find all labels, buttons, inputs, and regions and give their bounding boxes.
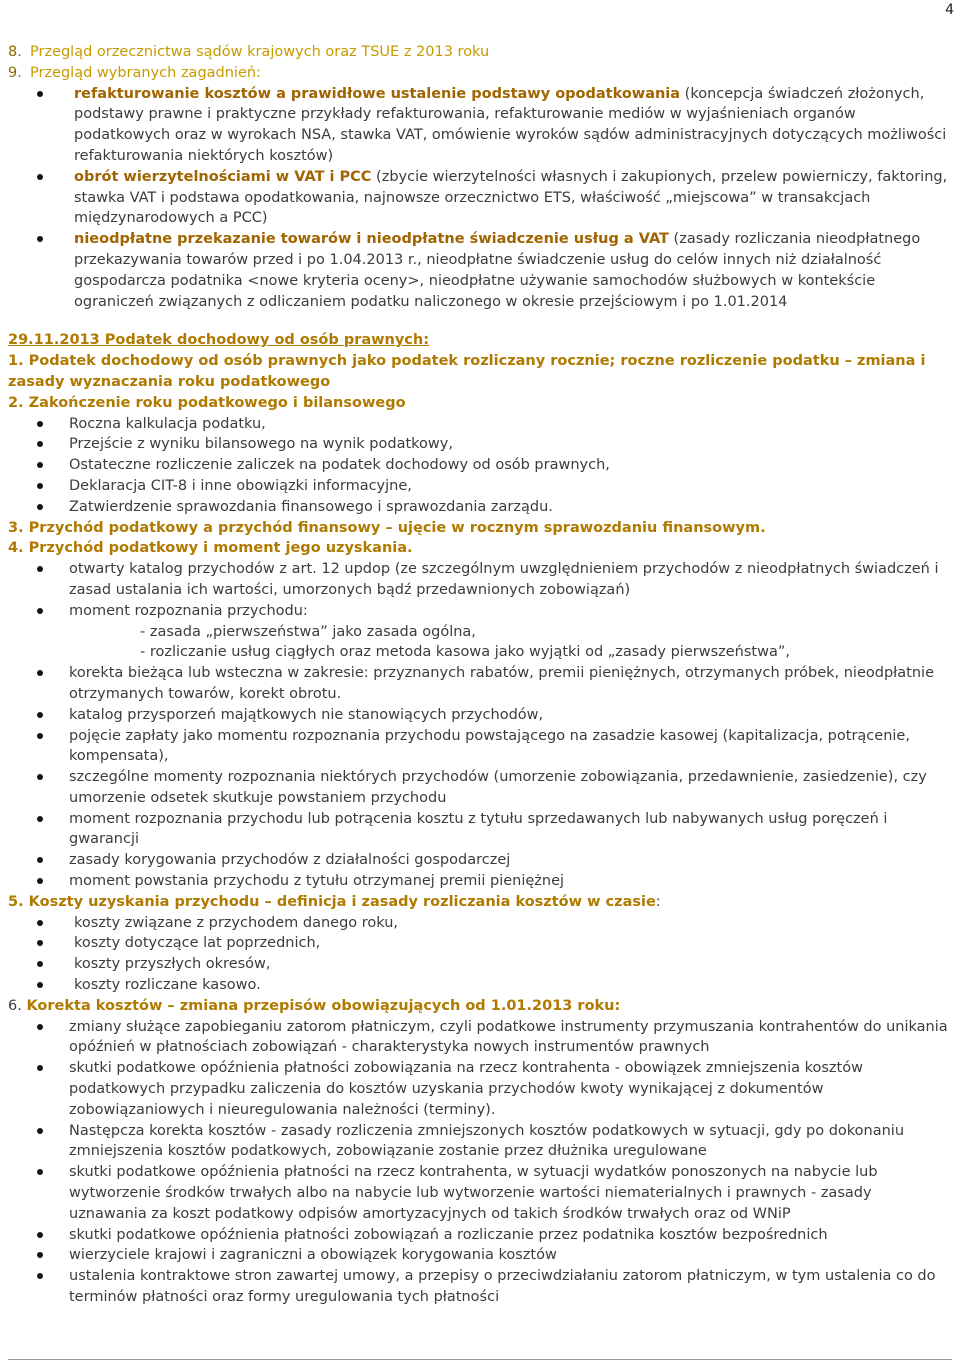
list-item: Ostateczne rozliczenie zaliczek na podatek dochodowy od osób prawnych, — [69, 455, 953, 476]
section-4-title: 4. Przychód podatkowy i moment jego uzyskania. — [8, 540, 413, 557]
list-item-text: (zbycie wierzytelności własnych i zakupionych, przelew powierniczy, faktoring, stawka VAT i podstawa opodatkowania, najnowsze orzecznictwo ETS, właściwość „miejscowa” w transakcjach międzynarodowych a PCC) — [74, 168, 948, 227]
list-item-bold: nieodpłatne przekazanie towarów i nieodpłatne świadczenie usług a VAT — [74, 231, 669, 248]
list-item: Roczna kalkulacja podatku, — [69, 414, 953, 435]
item-8-text: Przegląd orzecznictwa sądów krajowych oraz TSUE z 2013 roku — [30, 44, 490, 60]
list-item: moment rozpoznania przychodu lub potrącenia kosztu z tytułu sprzedawanych lub nabywanych usług poręczeń i gwarancji — [69, 809, 953, 851]
list-item: otwarty katalog przychodów z art. 12 updop (ze szczególnym uwzględnieniem przychodów z nieodpłatnych świadczeń i zasad ustalania ich wartości, umorzonych bądź przedawnionych zobowiązań) — [69, 559, 953, 601]
section-6-list — [8, 1017, 953, 1308]
list-item: zmiany służące zapobieganiu zatorom płatniczym, czyli podatkowe instrumenty przymuszania kontrahentów do unikania opóźnień w płatnościach zobowiązań - charakterystyka nowych instrumentów prawnych — [69, 1017, 953, 1059]
sub-item: - zasada „pierwszeństwa” jako zasada ogólna, — [140, 623, 476, 640]
section-5-list — [8, 913, 953, 996]
list-item: skutki podatkowe opóźnienia płatności zobowiązań a rozliczanie przez podatnika kosztów bezpośrednich — [69, 1225, 953, 1246]
list-item: koszty dotyczące lat poprzednich, — [74, 933, 953, 954]
list-item-bold: obrót wierzytelnościami w VAT i PCC — [74, 168, 372, 185]
list-item: Deklaracja CIT-8 i inne obowiązki informacyjne, — [69, 476, 953, 497]
list-item: wierzyciele krajowi i zagraniczni a obowiązek korygowania kosztów — [69, 1245, 953, 1266]
list-item-text: (zasady rozliczania nieodpłatnego przekazywania towarów przed i po 1.04.2013 r., nieodpłatne świadczenie usług do celów innych niż działalność gospodarcza podatnika <nowe kryteria oceny>, nieodpłatne używanie samochodów służbowych w kontekście ograniczeń związanych z odliczaniem podatku naliczonego w okresie przejściowym i po 1.01.2014 — [74, 231, 921, 310]
item-9-list — [8, 84, 953, 313]
list-item-bold: refakturowanie kosztów a prawidłowe ustalenie podstawy opodatkowania — [74, 85, 681, 102]
section-4-list-continued — [8, 663, 953, 892]
list-item: Przejście z wyniku bilansowego na wynik podatkowy, — [69, 434, 953, 455]
sub-item: - rozliczanie usług ciągłych oraz metoda kasowa jako wyjątki od „zasady pierwszeństwa”, — [140, 644, 790, 661]
list-item: skutki podatkowe opóźnienia płatności na rzecz kontrahenta, w sytuacji wydatków ponoszonych na nabycie lub wytworzenie środków trwałych albo na nabycie lub wytworzenie wartości niematerialnych i prawnych - zasady uznawania za koszt podatkowy odpisów amortyzacyjnych od takich środków trwałych oraz od WNiP — [69, 1162, 953, 1224]
list-item — [74, 167, 953, 229]
section-6-title — [8, 996, 953, 1017]
list-item: koszty związane z przychodem danego roku, — [74, 913, 953, 934]
section-1-title: 1. Podatek dochodowy od osób prawnych jako podatek rozliczany rocznie; roczne rozliczenie podatku – zmiana i zasady wyznaczania roku podatkowego — [8, 353, 926, 390]
list-item: pojęcie zapłaty jako momentu rozpoznania przychodu powstającego na zasadzie kasowej (kapitalizacja, potrącenie, kompensata), — [69, 726, 953, 768]
list-item: zasady korygowania przychodów z działalności gospodarczej — [69, 850, 953, 871]
page-number: 4 — [945, 2, 954, 18]
list-item — [74, 229, 953, 312]
list-item: moment powstania przychodu z tytułu otrzymanej premii pieniężnej — [69, 871, 953, 892]
list-item: szczególne momenty rozpoznania niektórych przychodów (umorzenie zobowiązania, przedawnienie, zasiedzenie), czy umorzenie odsetek skutkuje powstaniem przychodu — [69, 767, 953, 809]
list-item-text: (koncepcja świadczeń złożonych, podstawy prawne i praktyczne przykłady refakturowania, refakturowanie mediów w wyjaśnieniach organów podatkowych oraz w wyrokach NSA, stawka VAT, omówienie wyroków sądów administracyjnych dotyczących możliwości refakturowania niektórych kosztów) — [74, 85, 947, 164]
list-item: korekta bieżąca lub wsteczna w zakresie: przyznanych rabatów, premii pieniężnych, otrzymanych próbek, nieodpłatnie otrzymanych towarów, korekt obrotu. — [69, 663, 953, 705]
section-4-list — [8, 559, 953, 621]
list-item: katalog przysporzeń majątkowych nie stanowiących przychodów, — [69, 705, 953, 726]
item-9 — [8, 63, 953, 84]
list-item — [74, 84, 953, 167]
section-5-title-text: 5. Koszty uzyskania przychodu – definicja i zasady rozliczania kosztów w czasie — [8, 893, 656, 910]
item-9-number: 9. — [8, 64, 22, 81]
list-item: koszty przyszłych okresów, — [74, 954, 953, 975]
list-item: koszty rozliczane kasowo. — [74, 975, 953, 996]
section-3-title: 3. Przychód podatkowy a przychód finansowy – ujęcie w rocznym sprawozdaniu finansowym. — [8, 519, 766, 536]
list-item: skutki podatkowe opóźnienia płatności zobowiązania na rzecz kontrahenta - obowiązek zmniejszenia kosztów podatkowych przypadku zaliczenia do kosztów uzyskania przychodów kwoty wynikającej z dokumentów zobowiązaniowych i nieuregulowania należności (terminy). — [69, 1058, 953, 1120]
section-6-title-text: Korekta kosztów – zmiana przepisów obowiązujących od 1.01.2013 roku: — [26, 997, 621, 1014]
document-body — [8, 42, 953, 1308]
section-date-title: 29.11.2013 Podatek dochodowy od osób prawnych: — [8, 332, 430, 349]
item-9-text: Przegląd wybranych zagadnień: — [30, 64, 261, 81]
footer-divider — [8, 1359, 952, 1360]
list-item: moment rozpoznania przychodu: — [69, 601, 953, 622]
section-5-colon: : — [655, 893, 661, 910]
item-8 — [8, 42, 953, 63]
section-2-list — [8, 414, 953, 518]
list-item: Zatwierdzenie sprawozdania finansowego i sprawozdania zarządu. — [69, 497, 953, 518]
list-item: Następcza korekta kosztów - zasady rozliczenia zmniejszonych kosztów podatkowych w sytuacji, gdy po dokonaniu zmniejszenia kosztów podatkowych, zobowiązanie zostanie przez dłużnika uregulowane — [69, 1121, 953, 1163]
item-8-number: 8. — [8, 44, 22, 60]
section-2-title: 2. Zakończenie roku podatkowego i bilansowego — [8, 394, 406, 411]
list-item: ustalenia kontraktowe stron zawartej umowy, a przepisy o przeciwdziałaniu zatorom płatniczym, w tym ustalenia co do terminów płatności oraz formy uregulowania tych płatności — [69, 1266, 953, 1308]
section-5-title — [8, 892, 953, 913]
section-6-number: 6. — [8, 997, 27, 1014]
